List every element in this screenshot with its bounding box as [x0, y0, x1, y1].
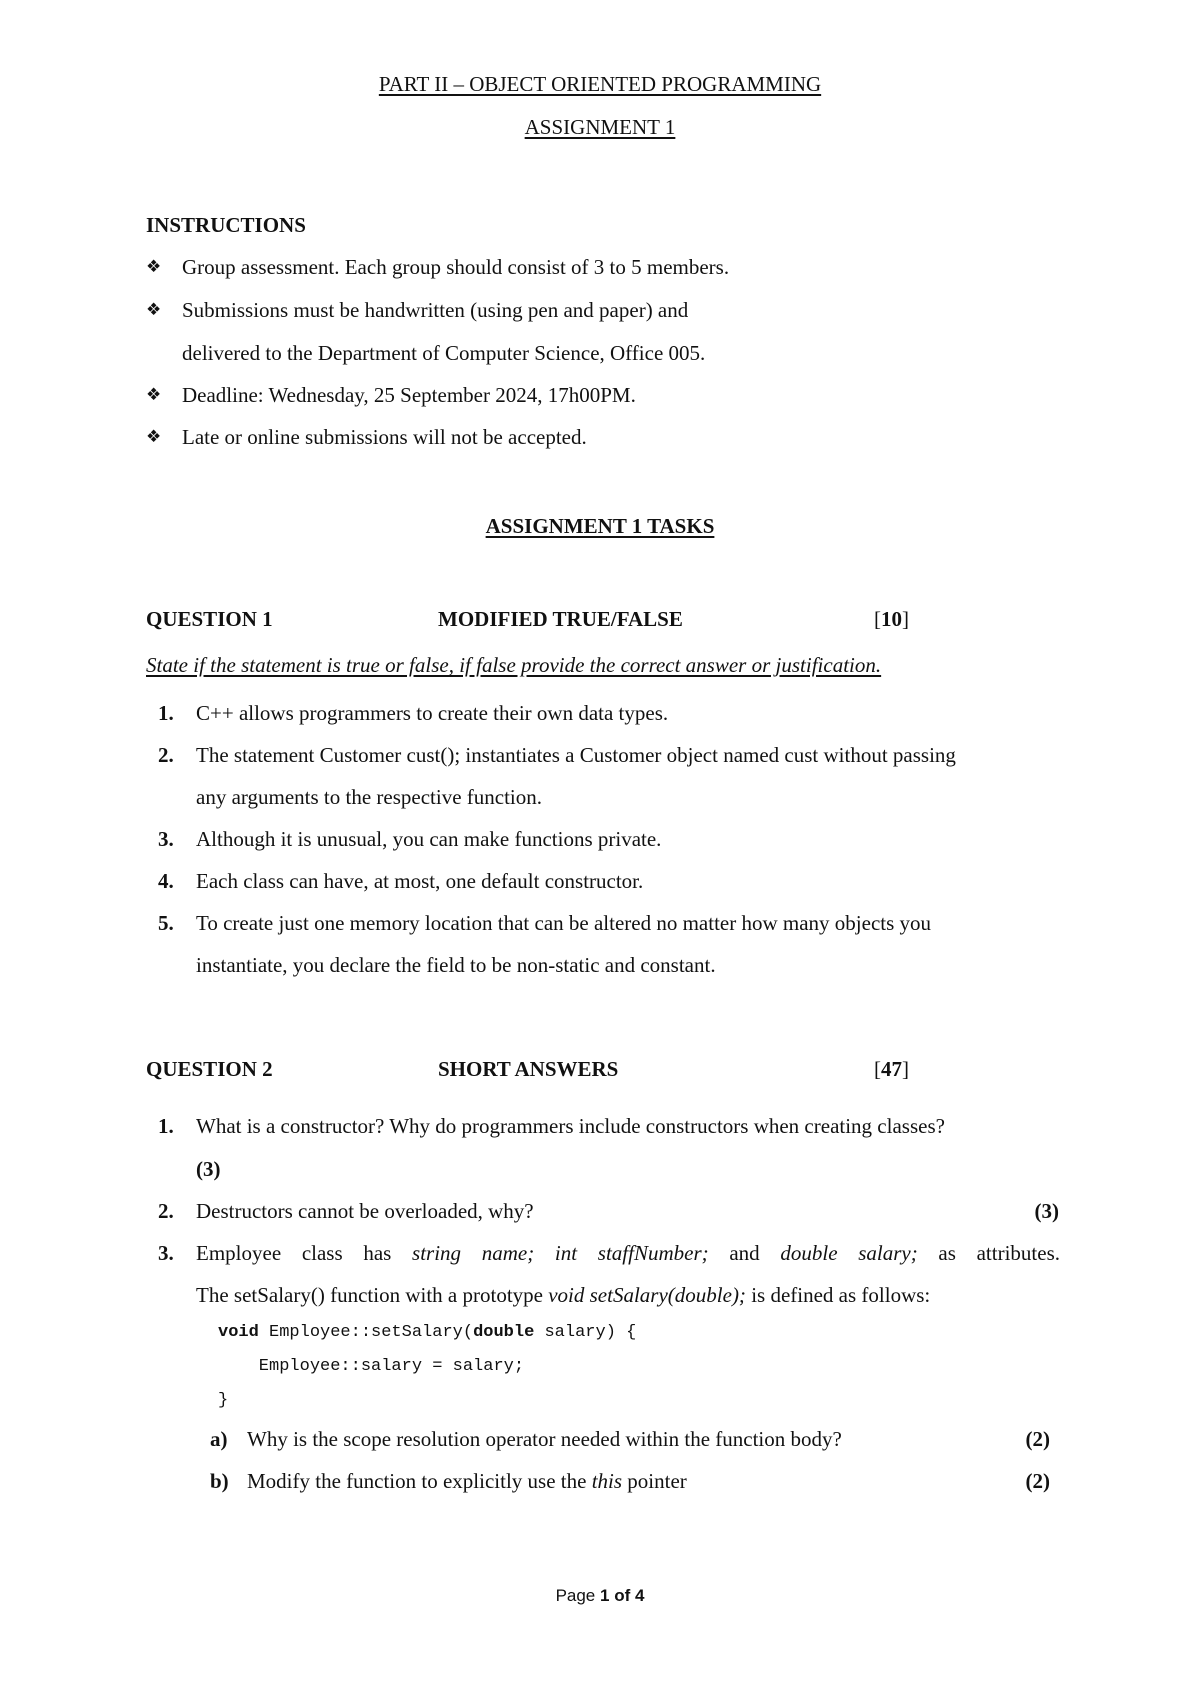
bullet-icon: ❖ — [146, 300, 162, 319]
q2-subitem-marks: (2) — [1025, 1427, 1050, 1451]
q1-item-number: 1. — [158, 701, 174, 725]
text-run: is defined as follows: — [745, 1283, 931, 1307]
q2-subitem-letter: b) — [210, 1469, 229, 1493]
q2-subitem-text: Why is the scope resolution operator needed within the function body? — [247, 1427, 842, 1451]
document-subtitle: ASSIGNMENT 1 — [524, 115, 676, 139]
q2-marks-value: 47 — [881, 1057, 902, 1081]
q1-item-text-continued: any arguments to the respective function. — [196, 785, 543, 809]
code-text: Employee::setSalary( — [258, 1323, 474, 1342]
code-text: salary) { — [534, 1323, 637, 1342]
page-footer — [0, 1586, 1200, 1606]
q2-subitem-marks: (2) — [1025, 1469, 1050, 1493]
q2-label: QUESTION 2 — [146, 1057, 273, 1081]
instruction-item: Late or online submissions will not be accepted. — [182, 425, 587, 449]
q2-marks — [874, 1055, 909, 1083]
q2-item-text-continued — [196, 1281, 930, 1309]
q1-item-number: 2. — [158, 743, 174, 767]
footer-text: Page — [555, 1586, 600, 1605]
instructions-heading: INSTRUCTIONS — [146, 213, 306, 237]
q2-item-text: What is a constructor? Why do programmers include constructors when creating classes? — [196, 1114, 945, 1138]
instruction-item-continued: delivered to the Department of Computer Science, Office 005. — [182, 341, 706, 365]
q1-type: MODIFIED TRUE/FALSE — [438, 607, 683, 631]
text-run: pointer — [622, 1469, 687, 1493]
text-run-italic: this — [591, 1469, 623, 1493]
q2-item-number: 1. — [158, 1114, 174, 1138]
bracket-close: ] — [902, 1057, 909, 1081]
text-run: Modify the function to explicitly use the — [247, 1469, 592, 1493]
q1-item-text-continued: instantiate, you declare the field to be non-static and constant. — [196, 953, 716, 977]
code-keyword: double — [473, 1323, 535, 1342]
q2-subitem-letter: a) — [210, 1427, 228, 1451]
tasks-heading: ASSIGNMENT 1 TASKS — [485, 514, 715, 538]
q1-item-text: Each class can have, at most, one default constructor. — [196, 869, 644, 893]
bullet-icon: ❖ — [146, 427, 162, 446]
bullet-icon: ❖ — [146, 257, 162, 276]
code-line: Employee::salary = salary; — [218, 1357, 525, 1376]
q1-item-text: Although it is unusual, you can make functions private. — [196, 827, 662, 851]
code-line: } — [218, 1391, 229, 1410]
text-run: and — [708, 1241, 781, 1265]
instruction-item: Deadline: Wednesday, 25 September 2024, 17h00PM. — [182, 383, 636, 407]
q2-item-marks: (3) — [196, 1157, 221, 1181]
text-run-italic: double salary; — [780, 1241, 918, 1265]
document-title: PART II – OBJECT ORIENTED PROGRAMMING — [378, 72, 822, 96]
q1-label: QUESTION 1 — [146, 607, 273, 631]
text-run: as attributes. — [917, 1241, 1061, 1265]
bracket-open: [ — [874, 1057, 881, 1081]
footer-text: of — [609, 1586, 635, 1605]
q1-item-text: C++ allows programmers to create their own data types. — [196, 701, 669, 725]
q2-item-text: Destructors cannot be overloaded, why? — [196, 1199, 534, 1223]
bracket-close: ] — [902, 607, 909, 631]
q2-item-marks: (3) — [1034, 1199, 1059, 1223]
code-line — [218, 1320, 636, 1346]
instruction-item: Submissions must be handwritten (using pen and paper) and — [182, 298, 689, 322]
footer-page-number: 1 — [600, 1586, 610, 1605]
bullet-icon: ❖ — [146, 385, 162, 404]
q1-item-number: 5. — [158, 911, 174, 935]
q1-item-text: The statement Customer cust(); instantiates a Customer object named cust without passing — [196, 743, 956, 767]
q2-type: SHORT ANSWERS — [438, 1057, 619, 1081]
text-run-italic: string name; int staffNumber; — [412, 1241, 709, 1265]
q2-item-text — [196, 1239, 1060, 1267]
text-run: The setSalary() function with a prototype — [196, 1283, 549, 1307]
q2-subitem-text — [247, 1467, 687, 1495]
instruction-item: Group assessment. Each group should consist of 3 to 5 members. — [182, 255, 730, 279]
q1-item-number: 3. — [158, 827, 174, 851]
q1-instruction: State if the statement is true or false, if false provide the correct answer or justification. — [146, 653, 882, 677]
q1-marks-value: 10 — [881, 607, 902, 631]
q2-item-number: 3. — [158, 1241, 174, 1265]
q1-item-text: To create just one memory location that can be altered no matter how many objects you — [196, 911, 932, 935]
code-keyword: void — [218, 1323, 259, 1342]
q2-item-number: 2. — [158, 1199, 174, 1223]
bracket-open: [ — [874, 607, 881, 631]
footer-page-total: 4 — [634, 1586, 645, 1605]
text-run-italic: void setSalary(double); — [548, 1283, 746, 1307]
text-run: Employee class has — [196, 1241, 413, 1265]
q1-marks — [874, 605, 909, 633]
q1-item-number: 4. — [158, 869, 174, 893]
